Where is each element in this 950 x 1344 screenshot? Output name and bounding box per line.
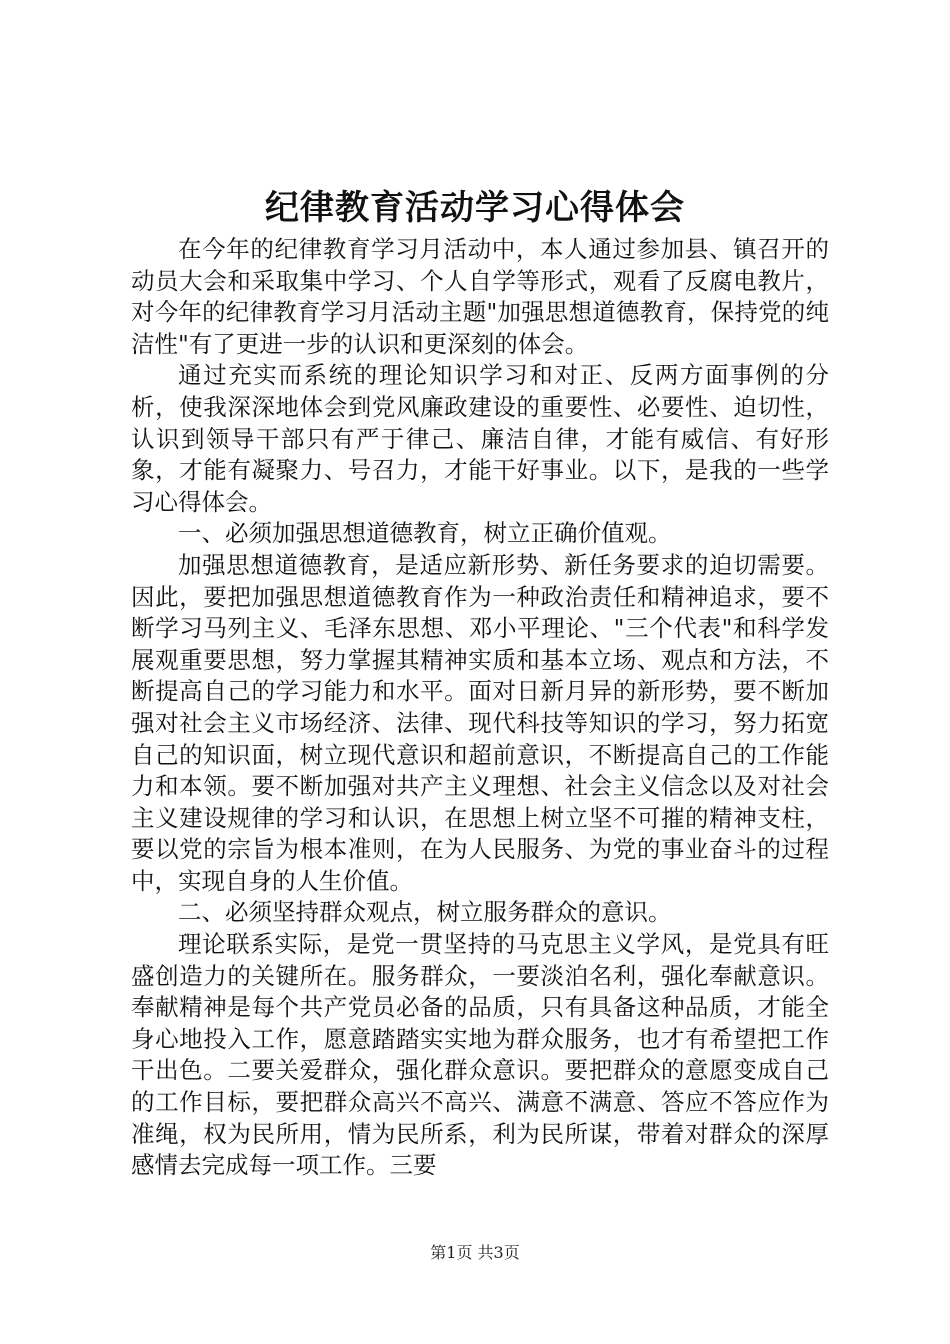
- page-footer: 第1页 共3页: [430, 1243, 520, 1262]
- paragraph-intro: 在今年的纪律教育学习月活动中，本人通过参加县、镇召开的动员大会和采取集中学习、个人自学等形式，观看了反腐电教片，对今年的纪律教育学习月活动主题"加强思想道德教育，保持党的纯洁性"有了更进一步的认识和更深刻的体会。: [131, 235, 829, 358]
- document-body: [131, 234, 829, 1182]
- paragraph-analysis: 通过充实而系统的理论知识学习和对正、反两方面事例的分析，使我深深地体会到党风廉政建设的重要性、必要性、迫切性，认识到领导干部只有严于律己、廉洁自律，才能有威信、有好形象，才能有凝聚力、号召力，才能干好事业。以下，是我的一些学习心得体会。: [131, 361, 829, 516]
- paragraph-section-2: 理论联系实际，是党一贯坚持的马克思主义学风，是党具有旺盛创造力的关键所在。服务群众，一要淡泊名利，强化奉献意识。奉献精神是每个共产党员必备的品质，只有具备这种品质，才能全身心地投入工作，愿意踏踏实实地为群众服务，也才有希望把工作干出色。二要关爱群众，强化群众意识。要把群众的意愿变成自己的工作目标，要把群众高兴不高兴、满意不满意、答应不答应作为准绳，权为民所用，情为民所系，利为民所谋，带着对群众的深厚感情去完成每一项工作。三要: [131, 930, 829, 1180]
- section-heading-1: 一、必须加强思想道德教育，树立正确价值观。: [178, 519, 672, 548]
- paragraph-section-1: 加强思想道德教育，是适应新形势、新任务要求的迫切需要。因此，要把加强思想道德教育作为一种政治责任和精神追求，要不断学习马列主义、毛泽东思想、邓小平理论、"三个代表"和科学发展观重要思想，努力掌握其精神实质和基本立场、观点和方法，不断提高自己的学习能力和水平。面对日新月异的新形势，要不断加强对社会主义市场经济、法律、现代科技等知识的学习，努力拓宽自己的知识面，树立现代意识和超前意识，不断提高自己的工作能力和本领。要不断加强对共产主义理想、社会主义信念以及对社会主义建设规律的学习和认识，在思想上树立坚不可摧的精神支柱，要以党的宗旨为根本准则，在为人民服务、为党的事业奋斗的过程中，实现自身的人生价值。: [131, 550, 829, 895]
- section-heading-2: 二、必须坚持群众观点，树立服务群众的意识。: [178, 898, 672, 927]
- document-title: 纪律教育活动学习心得体会: [265, 188, 685, 228]
